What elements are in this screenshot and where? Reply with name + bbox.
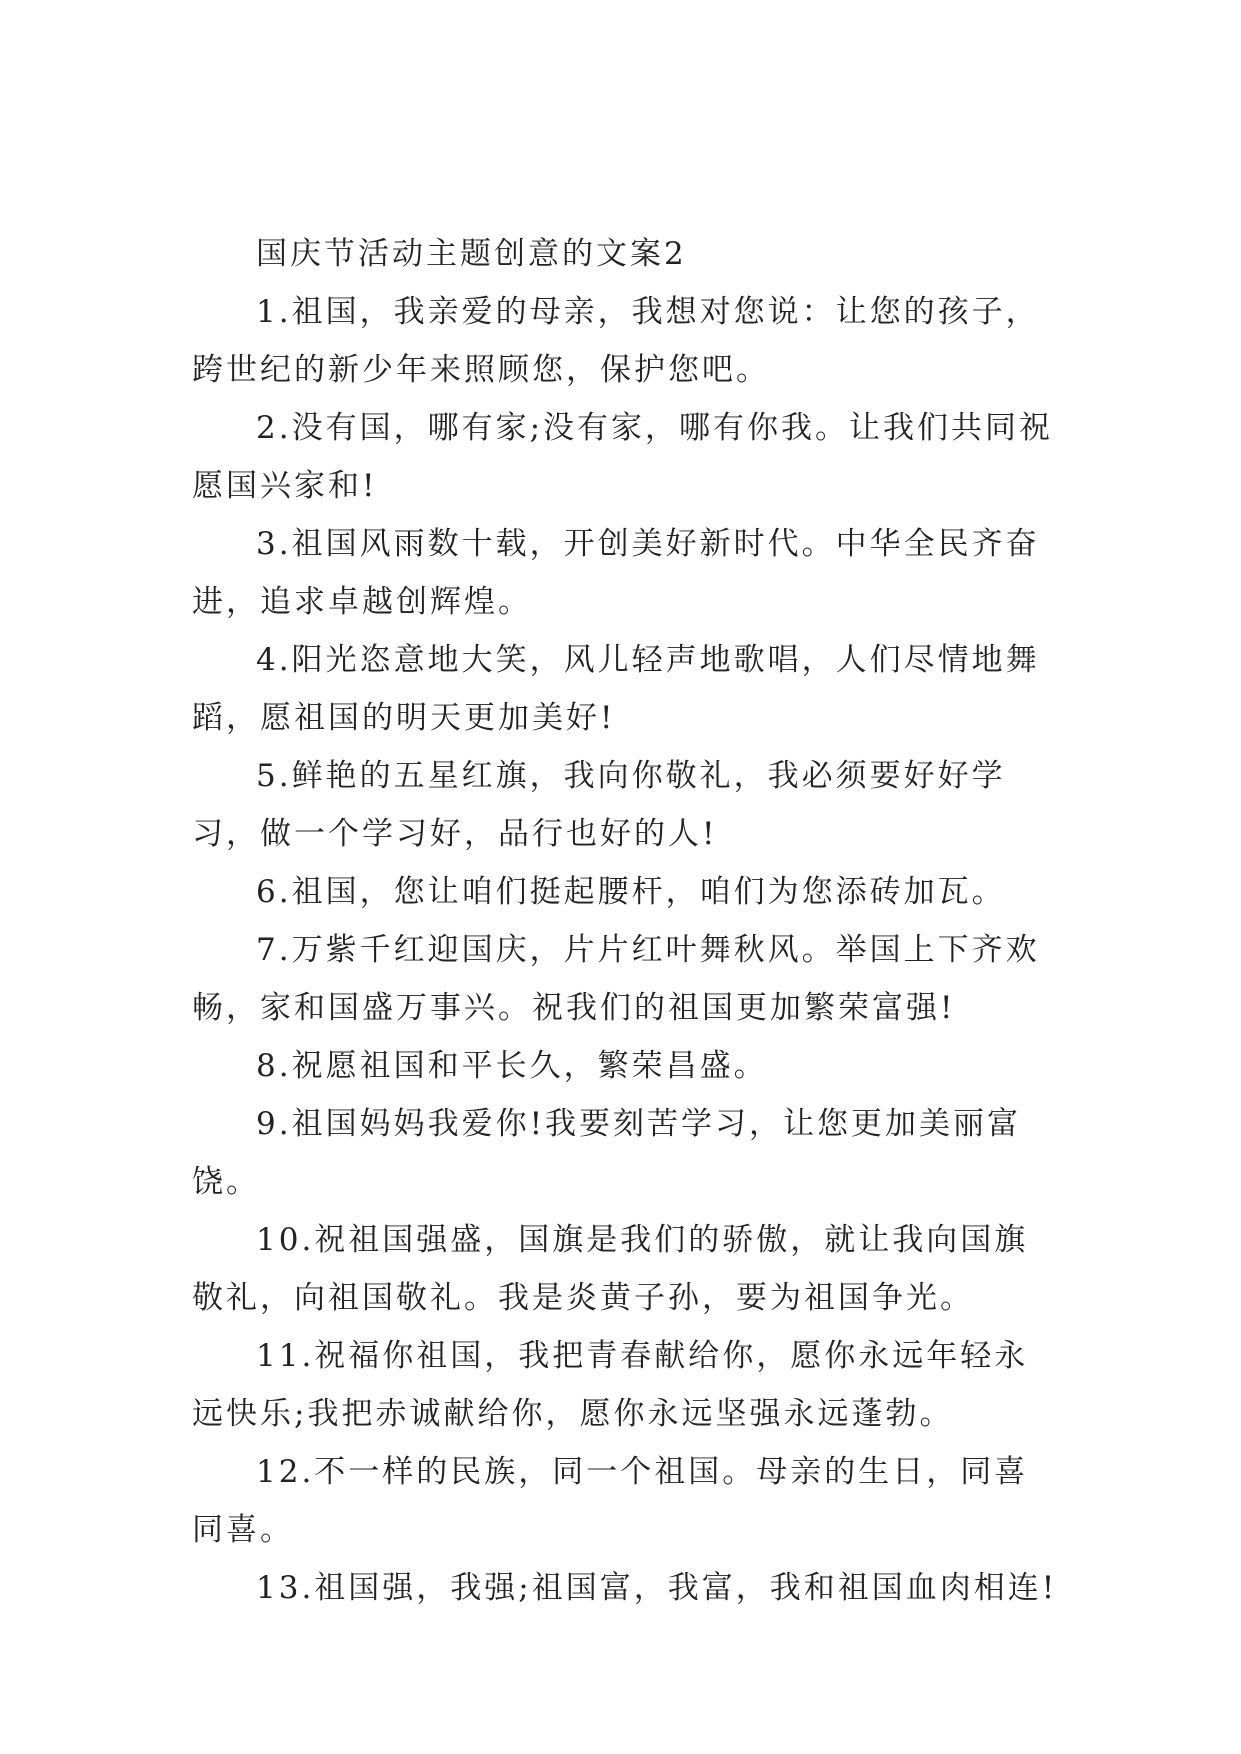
- list-item: 10.祝祖国强盛，国旗是我们的骄傲，就让我向国旗敬礼，向祖国敬礼。我是炎黄子孙，要为祖国争光。: [192, 1222, 1029, 1316]
- list-item: 6.祖国，您让咱们挺起腰杆，咱们为您添砖加瓦。: [256, 874, 1006, 910]
- list-item: 9.祖国妈妈我爱你!我要刻苦学习，让您更加美丽富饶。: [192, 1106, 1022, 1200]
- list-item: 4.阳光恣意地大笑，风儿轻声地歌唱，人们尽情地舞蹈，愿祖国的明天更加美好!: [192, 642, 1040, 736]
- list-item: 12.不一样的民族，同一个祖国。母亲的生日，同喜同喜。: [192, 1454, 1029, 1548]
- list-item: 7.万紫千红迎国庆，片片红叶舞秋风。举国上下齐欢畅，家和国盛万事兴。祝我们的祖国更加繁荣富强!: [192, 932, 1040, 1026]
- list-item: 1.祖国，我亲爱的母亲，我想对您说：让您的孩子，跨世纪的新少年来照顾您，保护您吧。: [192, 294, 1040, 388]
- document-title: 国庆节活动主题创意的文案2: [256, 236, 687, 272]
- list-item: 5.鲜艳的五星红旗，我向你敬礼，我必须要好好学习，做一个学习好，品行也好的人!: [192, 758, 1006, 852]
- list-item: 11.祝福你祖国，我把青春献给你，愿你永远年轻永远快乐;我把赤诚献给你，愿你永远坚强永远蓬勃。: [192, 1338, 1029, 1432]
- list-item: 3.祖国风雨数十载，开创美好新时代。中华全民齐奋进，追求卓越创辉煌。: [192, 526, 1040, 620]
- document-body: [192, 225, 1062, 1617]
- list-item: 13.祖国强，我强;祖国富，我富，我和祖国血肉相连!: [256, 1570, 1058, 1606]
- list-item: 2.没有国，哪有家;没有家，哪有你我。让我们共同祝愿国兴家和!: [192, 410, 1054, 504]
- list-item: 8.祝愿祖国和平长久，繁荣昌盛。: [256, 1048, 768, 1084]
